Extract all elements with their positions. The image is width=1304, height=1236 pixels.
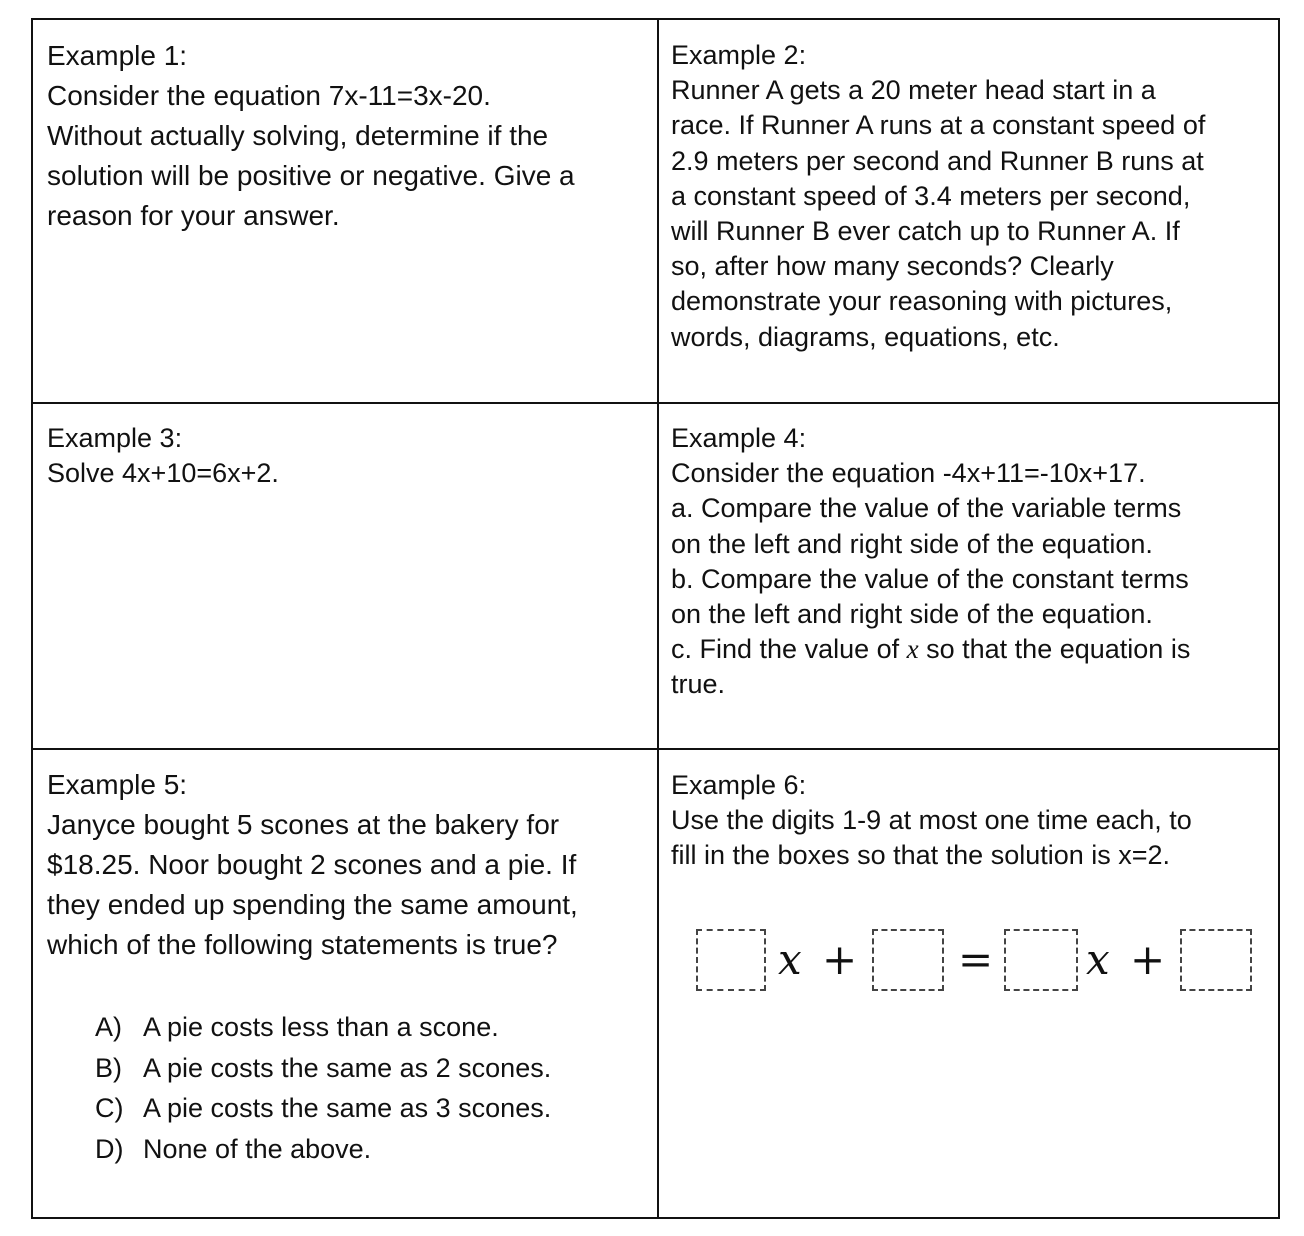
example-2-line-8: words, diagrams, equations, etc.: [671, 321, 1060, 352]
example-6-cell: [671, 768, 1271, 874]
example-2-title: Example 2:: [671, 40, 807, 70]
example-2-line-2: race. If Runner A runs at a constant speed of: [671, 110, 1206, 141]
example-4-c-variable: x: [906, 634, 919, 665]
choice-b: [95, 1048, 647, 1089]
example-1-line-2: Without actually solving, determine if the: [47, 120, 549, 151]
choice-c: [95, 1088, 647, 1129]
example-4-line-3: on the left and right side of the equation.: [671, 528, 1153, 559]
equation-variable-1: x: [778, 935, 802, 984]
example-2-line-1: Runner A gets a 20 meter head start in a: [671, 75, 1156, 106]
choice-a-letter: A): [95, 1012, 122, 1042]
example-6-line-2: fill in the boxes so that the solution is x=2.: [671, 840, 1171, 871]
example-4-line-2: a. Compare the value of the variable terms: [671, 493, 1182, 524]
example-1-title: Example 1:: [47, 40, 188, 71]
example-3-title: Example 3:: [47, 423, 183, 453]
row-divider-2: [33, 748, 1278, 750]
example-5-line-1: Janyce bought 5 scones at the bakery for: [47, 809, 560, 840]
example-4-line-4: b. Compare the value of the constant terms: [671, 563, 1189, 594]
example-1-line-1: Consider the equation 7x-11=3x-20.: [47, 80, 491, 111]
choice-a-text: A pie costs less than a scone.: [143, 1012, 499, 1042]
example-2-line-6: so, after how many seconds? Clearly: [671, 251, 1114, 282]
choice-b-letter: B): [95, 1052, 122, 1083]
choice-b-text: A pie costs the same as 2 scones.: [143, 1052, 552, 1083]
example-4-line-6: [671, 632, 1271, 667]
example-2-line-7: demonstrate your reasoning with pictures,: [671, 286, 1173, 317]
equation-plus-1: +: [822, 935, 858, 984]
column-divider: [657, 20, 659, 1217]
example-5-line-4: which of the following statements is true?: [47, 929, 558, 960]
example-5-line-2: $18.25. Noor bought 2 scones and a pie. If: [47, 849, 577, 880]
row-divider-1: [33, 402, 1278, 404]
example-1-cell: [47, 36, 647, 236]
choice-a: [95, 1007, 647, 1048]
example-1-line-3: solution will be positive or negative. Give a: [47, 160, 575, 191]
example-3-cell: [47, 421, 647, 491]
choice-c-text: A pie costs the same as 3 scones.: [143, 1093, 552, 1123]
example-4-c-prefix: c. Find the value of: [671, 634, 907, 665]
blank-box-1[interactable]: [696, 929, 766, 991]
example-2-cell: [671, 38, 1271, 355]
choice-d: [95, 1129, 647, 1170]
example-2-line-3: 2.9 meters per second and Runner B runs at: [671, 145, 1204, 176]
example-4-line-5: on the left and right side of the equation.: [671, 599, 1153, 630]
example-5-title: Example 5:: [47, 769, 188, 800]
equation-equals: =: [958, 935, 994, 984]
choice-d-letter: D): [95, 1133, 124, 1164]
examples-table: [31, 18, 1280, 1219]
example-4-line-1: Consider the equation -4x+11=-10x+17.: [671, 458, 1146, 489]
example-6-line-1: Use the digits 1-9 at most one time each, to: [671, 805, 1192, 836]
equation-variable-2: x: [1086, 935, 1110, 984]
equation-plus-2: +: [1130, 935, 1166, 984]
blank-box-4[interactable]: [1180, 929, 1252, 991]
example-4-cell: [671, 421, 1271, 703]
example-2-line-5: will Runner B ever catch up to Runner A. If: [671, 216, 1180, 247]
blank-box-3[interactable]: [1004, 929, 1078, 991]
example-4-line-7: true.: [671, 669, 726, 700]
example-4-c-suffix: so that the equation is: [918, 634, 1191, 665]
choice-d-text: None of the above.: [143, 1133, 372, 1164]
example-5-line-3: they ended up spending the same amount,: [47, 889, 578, 920]
example-6-title: Example 6:: [671, 770, 807, 800]
example-1-line-4: reason for your answer.: [47, 200, 340, 231]
blank-box-2[interactable]: [872, 929, 944, 991]
example-5-cell: [47, 765, 647, 1169]
example-2-line-4: a constant speed of 3.4 meters per second,: [671, 180, 1191, 211]
example-5-choices: [95, 1007, 647, 1169]
example-6-equation: [662, 925, 1262, 997]
example-3-line-1: Solve 4x+10=6x+2.: [47, 458, 279, 489]
choice-c-letter: C): [95, 1093, 124, 1123]
example-4-title: Example 4:: [671, 423, 807, 453]
